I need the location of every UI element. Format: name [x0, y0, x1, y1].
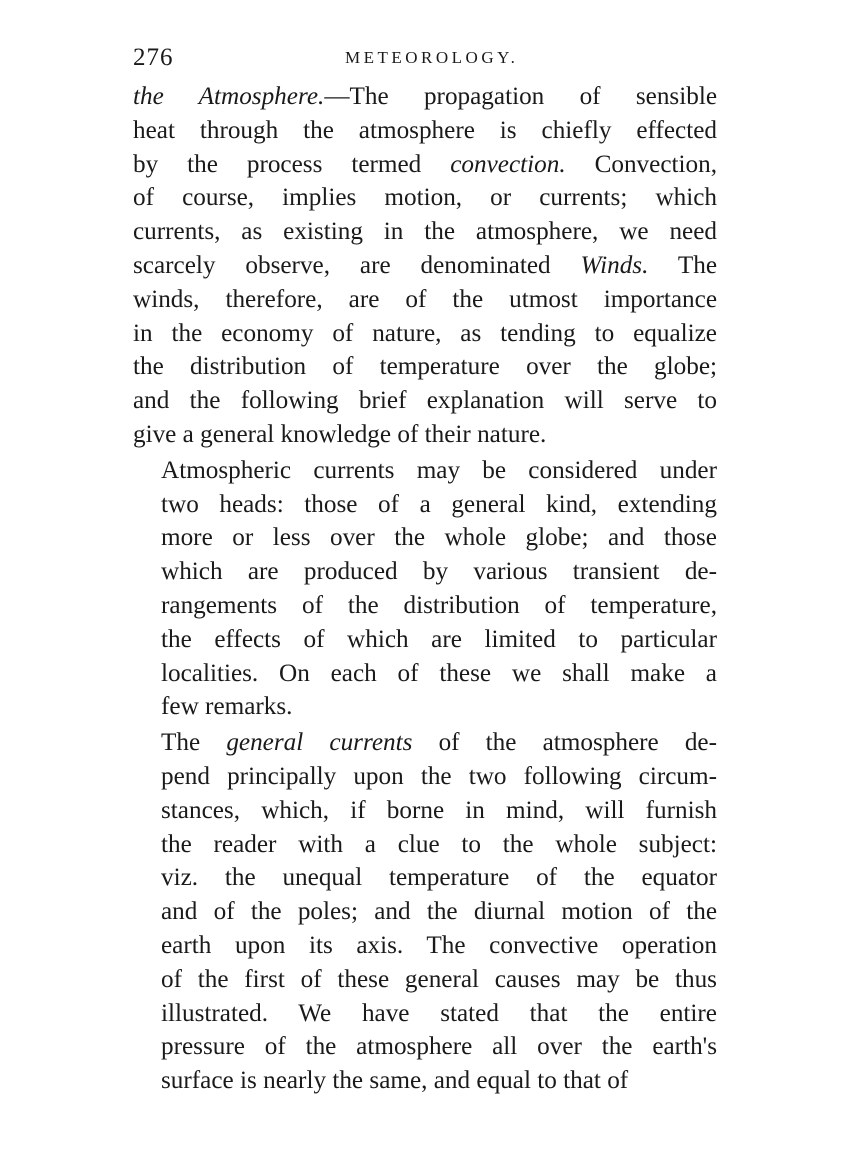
paragraph-atmosphere-heat	[133, 80, 717, 452]
text-line	[133, 861, 717, 895]
text-line	[133, 1064, 717, 1098]
text-line	[133, 690, 717, 724]
text-run: rangements of the distribution of temperature,	[161, 591, 717, 619]
text-run: pressure of the atmosphere all over the earth's	[161, 1033, 717, 1061]
text-run: heat through the atmosphere is chiefly effected	[133, 116, 717, 144]
text-line	[133, 963, 717, 997]
text-run: the distribution of temperature over the globe;	[133, 353, 717, 381]
paragraph-general-currents	[133, 726, 717, 1098]
text-run: surface is nearly the same, and equal to that of	[161, 1067, 629, 1095]
text-run: winds, therefore, are of the utmost importance	[133, 285, 717, 313]
book-page	[133, 40, 717, 1098]
text-run: viz. the unequal temperature of the equator	[161, 864, 717, 892]
text-run: stances, which, if borne in mind, will furnish	[161, 796, 717, 824]
text-line	[133, 555, 717, 589]
text-line	[133, 760, 717, 794]
text-run: the reader with a clue to the whole subject:	[161, 830, 717, 858]
text-run: and of the poles; and the diurnal motion of the	[161, 898, 717, 926]
italic-run: Winds.	[580, 251, 649, 279]
page-number: 276	[133, 44, 174, 71]
text-run: two heads: those of a general kind, extending	[161, 490, 717, 518]
text-run: in the economy of nature, as tending to equalize	[133, 319, 717, 347]
text-run: currents, as existing in the atmosphere, we need	[133, 218, 717, 246]
text-line	[133, 657, 717, 691]
text-run: pend principally upon the two following circum-	[161, 762, 717, 790]
text-line	[133, 454, 717, 488]
text-run: which are produced by various transient de-	[161, 558, 717, 586]
text-line	[133, 895, 717, 929]
text-line	[133, 283, 717, 317]
text-run: give a general knowledge of their nature.	[133, 420, 547, 448]
text-line	[133, 929, 717, 963]
text-run: The	[648, 251, 717, 279]
running-head	[133, 40, 717, 80]
text-run: Atmospheric currents may be considered under	[161, 456, 717, 484]
text-line	[133, 80, 717, 114]
text-line	[133, 726, 717, 760]
text-line	[133, 249, 717, 283]
text-run: localities. On each of these we shall make a	[161, 659, 717, 687]
text-run: —The propagation of sensible	[324, 83, 718, 110]
text-line	[133, 350, 717, 384]
italic-run: convection.	[450, 150, 566, 178]
text-run: and the following brief explanation will serve to	[133, 387, 717, 415]
text-line	[133, 384, 717, 418]
paragraph-atmospheric-currents	[133, 454, 717, 724]
body-text	[133, 80, 717, 1098]
text-run: of the first of these general causes may be thus	[161, 965, 717, 993]
text-line	[133, 828, 717, 862]
text-run: more or less over the whole globe; and those	[161, 524, 717, 552]
italic-run: the Atmosphere.	[133, 83, 325, 110]
text-line	[133, 148, 717, 182]
text-line	[133, 181, 717, 215]
text-run: scarcely observe, are denominated	[133, 251, 581, 279]
text-line	[133, 114, 717, 148]
text-line	[133, 418, 717, 452]
text-run: The	[161, 729, 227, 757]
text-run: the effects of which are limited to particular	[161, 625, 717, 653]
text-run: few remarks.	[161, 693, 293, 721]
text-line	[133, 589, 717, 623]
text-line	[133, 521, 717, 555]
text-run: of the atmosphere de-	[412, 729, 717, 757]
text-run: Convection,	[565, 150, 717, 178]
running-title: METEOROLOGY.	[345, 48, 519, 67]
text-line	[133, 488, 717, 522]
text-run: illustrated. We have stated that the entire	[161, 999, 717, 1027]
italic-run: general currents	[226, 729, 413, 757]
text-line	[133, 794, 717, 828]
text-line	[133, 1030, 717, 1064]
text-line	[133, 317, 717, 351]
text-line	[133, 215, 717, 249]
text-run: by the process termed	[133, 150, 451, 178]
text-line	[133, 997, 717, 1031]
text-line	[133, 623, 717, 657]
text-run: earth upon its axis. The convective operation	[161, 931, 717, 959]
text-run: of course, implies motion, or currents; which	[133, 184, 717, 212]
